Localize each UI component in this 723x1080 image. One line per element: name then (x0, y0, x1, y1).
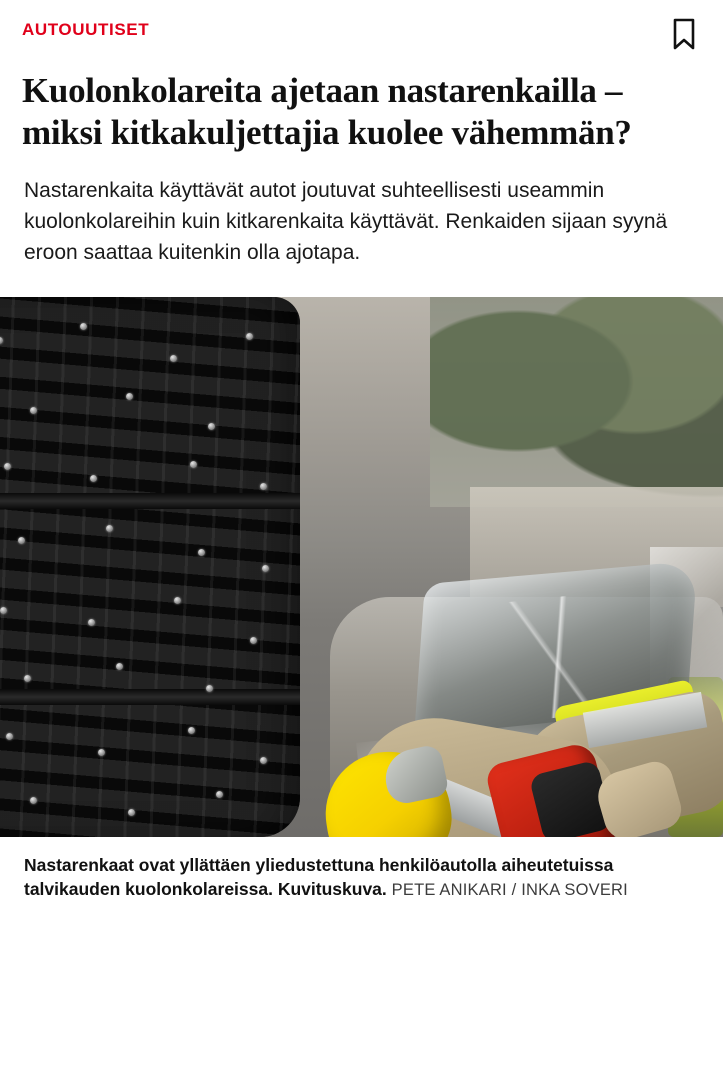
figure-caption-text: Nastarenkaat ovat yllättäen yliedustettuna henkilöautolla aiheutetuissa talvikauden kuolonkolareissa. Kuvituskuva. (24, 854, 614, 900)
article-photo (0, 297, 723, 837)
photo-tyre-studs (0, 297, 300, 837)
bookmark-icon (671, 18, 697, 53)
figure-caption (0, 837, 723, 903)
photo-studded-tyre-stack (0, 297, 300, 837)
page-title: Kuolonkolareita ajetaan nastarenkailla – miksi kitkakuljettajia kuolee vähemmän? (22, 71, 632, 152)
bookmark-button[interactable] (667, 18, 701, 58)
figure-credit: PETE ANIKARI / INKA SOVERI (391, 881, 628, 900)
photo-trees (430, 297, 723, 507)
article-figure (0, 297, 723, 903)
article-standfirst: Nastarenkaita käyttävät autot joutuvat suhteellisesti useammin kuolonkolareihin kuin kitkarenkaita käyttävät. Renkaiden sijaan syynä eroon saattaa kuitenkin olla ajotapa. (24, 179, 668, 264)
article-top-bar (0, 0, 723, 58)
article-kicker[interactable]: AUTOUUTISET (22, 20, 150, 39)
